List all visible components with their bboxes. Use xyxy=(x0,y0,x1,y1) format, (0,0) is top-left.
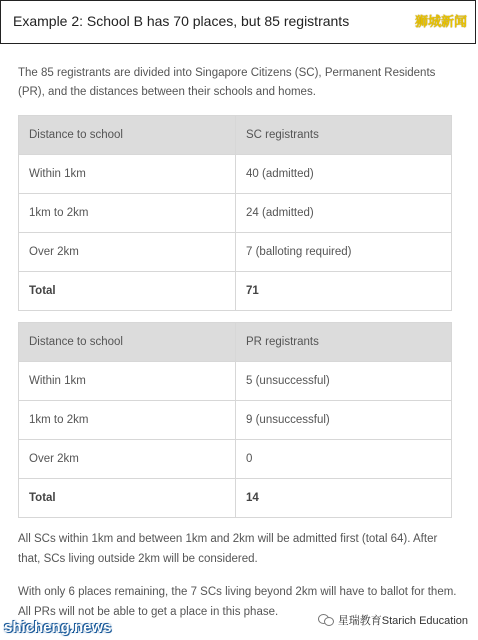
summary-paragraph: All SCs within 1km and between 1km and 2km will be admitted first (total 64). After that, SCs living outside 2km will be considered. xyxy=(18,533,438,565)
page-title: Example 2: School B has 70 places, but 85 registrants xyxy=(13,13,350,29)
table-row xyxy=(19,440,452,479)
registrants-cell: 24 (admitted) xyxy=(236,194,452,233)
registrants-cell: 5 (unsuccessful) xyxy=(236,362,452,401)
distance-cell: Within 1km xyxy=(19,362,236,401)
table-header-row xyxy=(19,323,452,362)
table-total-row xyxy=(19,272,452,311)
total-value-cell: 71 xyxy=(236,272,452,311)
page-header xyxy=(0,0,476,44)
table-total-row xyxy=(19,479,452,518)
watermark-bottom-right xyxy=(318,612,468,628)
total-label-cell: Total xyxy=(19,272,236,311)
distance-cell: Within 1km xyxy=(19,155,236,194)
distance-cell: 1km to 2km xyxy=(19,401,236,440)
column-header: Distance to school xyxy=(19,116,236,155)
wechat-icon xyxy=(318,614,334,626)
table-row xyxy=(19,194,452,233)
table-row xyxy=(19,362,452,401)
watermark-top: 狮城新闻 xyxy=(414,14,467,29)
registrants-cell: 9 (unsuccessful) xyxy=(236,401,452,440)
table-row xyxy=(19,155,452,194)
summary-paragraph: With only 6 places remaining, the 7 SCs living beyond 2km will have to ballot for them. All PRs will not be able to get a place in this phase. xyxy=(18,586,457,618)
registrants-cell: 40 (admitted) xyxy=(236,155,452,194)
column-header: SC registrants xyxy=(236,116,452,155)
distance-cell: Over 2km xyxy=(19,233,236,272)
registrants-cell: 0 xyxy=(236,440,452,479)
distance-cell: 1km to 2km xyxy=(19,194,236,233)
intro-paragraph: The 85 registrants are divided into Singapore Citizens (SC), Permanent Residents (PR), and the distances between their schools and homes. xyxy=(18,67,436,98)
sc-registrants-table xyxy=(18,115,452,311)
table-row xyxy=(19,401,452,440)
table-header-row xyxy=(19,116,452,155)
distance-cell: Over 2km xyxy=(19,440,236,479)
total-value-cell: 14 xyxy=(236,479,452,518)
column-header: PR registrants xyxy=(236,323,452,362)
registrants-cell: 7 (balloting required) xyxy=(236,233,452,272)
column-header: Distance to school xyxy=(19,323,236,362)
total-label-cell: Total xyxy=(19,479,236,518)
watermark-bottom-right-text: 星瑞教育Starich Education xyxy=(337,615,468,627)
pr-registrants-table xyxy=(18,322,452,518)
table-row xyxy=(19,233,452,272)
watermark-bottom-left: shicheng.news xyxy=(4,619,112,636)
